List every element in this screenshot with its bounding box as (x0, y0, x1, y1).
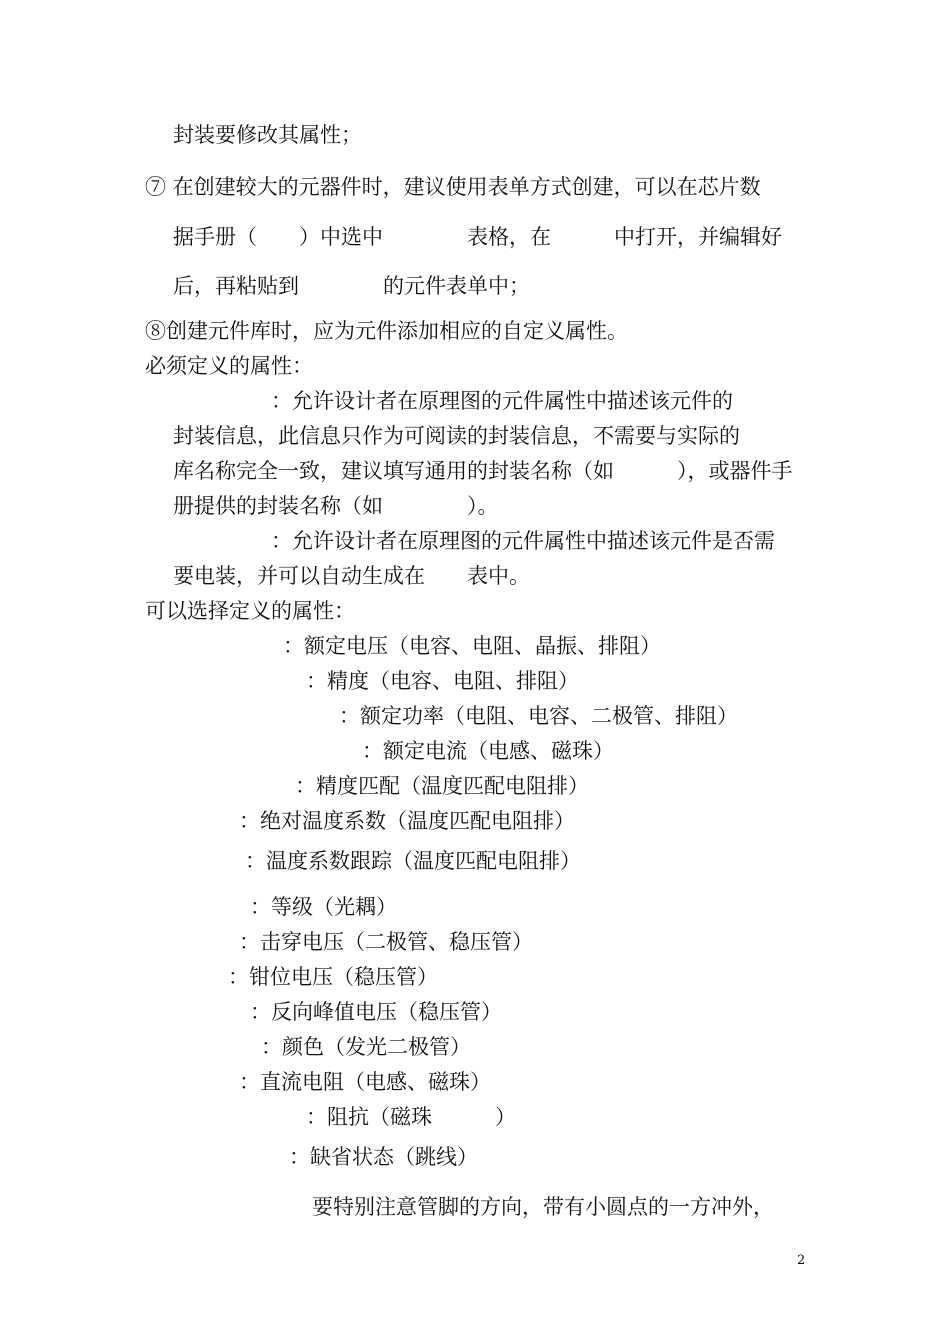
property-item: ：绝对温度系数（温度匹配电阻排） (239, 809, 575, 833)
property-item: ：精度（电容、电阻、排阻） (306, 669, 579, 693)
property-item: ：阻抗（磁珠 ） (306, 1105, 516, 1129)
property-item: ：钳位电压（稳压管） (228, 965, 438, 989)
property-item: ：颜色（发光二极管） (261, 1035, 471, 1059)
property-item: ：额定电流（电感、磁珠） (362, 739, 614, 763)
text-line: ：允许设计者在原理图的元件属性中描述该元件的 (271, 389, 733, 413)
text-line: 封装要修改其属性； (173, 123, 362, 147)
text-line: 要特别注意管脚的方向，带有小圆点的一方冲外， (312, 1195, 774, 1219)
section-heading: 必须定义的属性： (145, 354, 313, 378)
text-line: 要电装，并可以自动生成在 表中。 (173, 564, 530, 588)
property-item: ：等级（光耦） (250, 895, 397, 919)
text-line: ⑧创建元件库时，应为元件添加相应的自定义属性。 (145, 319, 628, 343)
section-heading: 可以选择定义的属性： (145, 599, 355, 623)
property-item: ：直流电阻（电感、磁珠） (239, 1070, 491, 1094)
property-item: ：击穿电压（二极管、稳压管） (239, 930, 533, 954)
property-item: ：反向峰值电压（稳压管） (250, 1000, 502, 1024)
text-line: 封装信息，此信息只作为可阅读的封装信息，不需要与实际的 (173, 424, 740, 448)
text-line: 库名称完全一致，建议填写通用的封装名称（如 ），或器件手 (173, 459, 793, 483)
property-item: ：额定电压（电容、电阻、晶振、排阻） (283, 634, 661, 658)
text-line: 据手册（ ）中选中 表格，在 中打开，并编辑好 (173, 225, 782, 249)
text-line: 册提供的封装名称（如 ）。 (173, 494, 499, 518)
property-item: ：缺省状态（跳线） (289, 1145, 478, 1169)
text-line: ⑦ 在创建较大的元器件时，建议使用表单方式创建，可以在芯片数 (145, 175, 761, 199)
property-item: ：精度匹配（温度匹配电阻排） (295, 774, 589, 798)
page-number: 2 (797, 1253, 806, 1268)
property-item: ：温度系数跟踪（温度匹配电阻排） (245, 849, 581, 873)
text-line: ：允许设计者在原理图的元件属性中描述该元件是否需 (271, 529, 775, 553)
property-item: ：额定功率（电阻、电容、二极管、排阻） (339, 704, 738, 728)
text-line: 后，再粘贴到 的元件表单中； (173, 274, 530, 298)
